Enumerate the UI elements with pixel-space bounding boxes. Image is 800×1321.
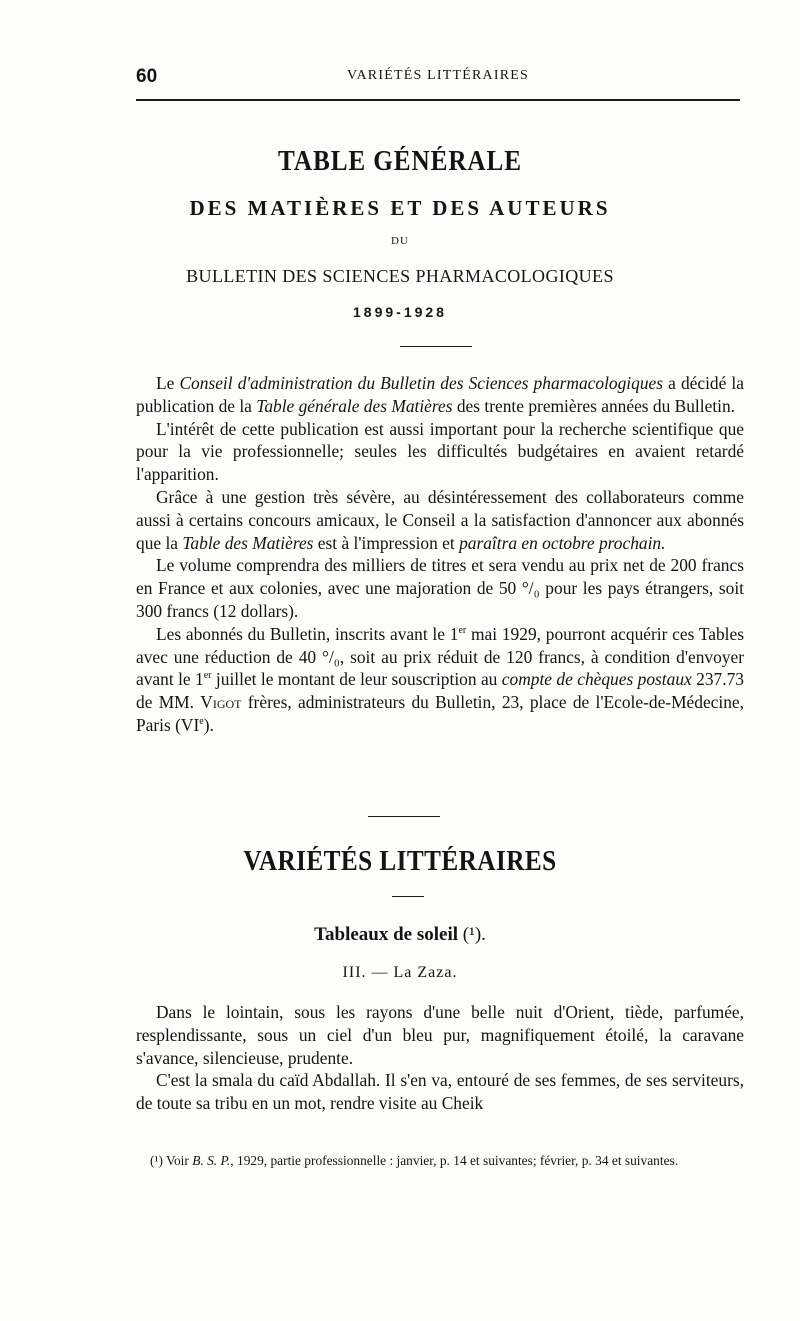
italic-run: Table générale des Matières (256, 395, 453, 416)
text-run: mai 1929, pourront acquérir ces Tables avec une réduction de 40 °/₀, soit au prix réduit de 120 francs, à condition d'envoyer avant le 1 (136, 623, 744, 690)
header-rule (136, 99, 740, 101)
footnote-marker: (¹) (150, 1153, 163, 1168)
text-run: Les abonnés du Bulletin, inscrits avant le 1 (156, 623, 459, 644)
article-paragraph-1: Dans le lointain, sous les rayons d'une belle nuit d'Orient, tiède, parfumée, resplendissante, sous un ciel d'un bleu pur, magnifiquement étoilé, la caravane s'avance, silencieuse, prudente. (136, 1002, 744, 1068)
text-run: juillet le montant de leur souscription au (211, 669, 502, 690)
announcement-subtitle: DES MATIÈRES ET DES AUTEURS (189, 196, 611, 220)
text-run: Grâce à une gestion très sévère, au désintéressement des collaborateurs comme aussi à certains concours amicaux, le Conseil a la satisfaction d'annoncer aux abonnés que la (136, 486, 744, 553)
running-head: VARIÉTÉS LITTÉRAIRES (346, 68, 529, 83)
years-range: 1899-1928 (353, 304, 447, 320)
announcement-title: TABLE GÉNÉRALE (278, 146, 522, 177)
footnote (136, 1152, 744, 1170)
italic-run: Table des Matières (182, 532, 314, 553)
announcement-paragraph-3 (136, 486, 744, 554)
article-title (0, 924, 800, 946)
announcement-du: DU (391, 235, 409, 247)
announcement-paragraph-2: L'intérêt de cette publication est aussi important pour la recherche scientifique que pour la vie professionnelle; seules les difficultés budgétaires en avaient retardé l'apparition. (136, 418, 744, 485)
italic-run: compte de chèques postaux (501, 669, 692, 690)
article-body (136, 1001, 744, 1115)
text-run: , 1929, partie professionnelle : janvier, p. 14 et suivantes; février, p. 34 et suivantes. (230, 1153, 679, 1168)
footnote-text (136, 1152, 744, 1170)
page-header (136, 66, 740, 92)
short-rule-top (400, 346, 472, 347)
article-title-text: Tableaux de soleil (314, 924, 459, 945)
text-run: ). (203, 714, 214, 735)
text-run: 237.73 de MM. (136, 669, 744, 713)
article-paragraph-2: C'est la smala du caïd Abdallah. Il s'en va, entouré de ses femmes, de ses serviteurs, de toute sa tribu en un mot, rendre visite au Cheik (136, 1070, 744, 1114)
text-run: a décidé la publication de la (136, 373, 744, 416)
section-title: VARIÉTÉS LITTÉRAIRES (243, 846, 557, 877)
chapter-heading: III. — La Zaza. (342, 964, 458, 981)
small-caps-name: Vigot (200, 692, 242, 713)
footnote-reference: (¹). (462, 924, 486, 945)
italic-run: Conseil d'administration du Bulletin des Sciences pharmacologiques (179, 373, 664, 393)
bulletin-name: BULLETIN DES SCIENCES PHARMACOLOGIQUES (186, 266, 614, 286)
announcement-paragraph-4: Le volume comprendra des milliers de titres et sera vendu au prix net de 200 francs en France et aux colonies, avec une majoration de 50 °/₀ pour les pays étrangers, soit 300 francs (12 dollars). (136, 555, 744, 621)
superscript: er (458, 624, 467, 636)
announcement-body (136, 372, 744, 737)
text-run: Le (156, 373, 180, 393)
italic-run: B. S. P. (192, 1153, 231, 1168)
page-number: 60 (136, 66, 158, 87)
superscript: er (203, 670, 212, 682)
short-rule-section (392, 896, 424, 897)
text-run: frères, administrateurs du Bulletin, 23, place de l'Ecole-de-Médecine, Paris (VI (136, 692, 744, 735)
italic-run: paraîtra en octobre prochain. (459, 532, 666, 553)
text-run: est à l'impression et (313, 532, 460, 553)
text-run: Voir (162, 1153, 193, 1168)
text-run: des trente premières années du Bulletin. (452, 395, 736, 416)
announcement-paragraph-1 (136, 372, 744, 418)
short-rule-middle (368, 816, 440, 817)
superscript: e (199, 716, 204, 728)
announcement-paragraph-5 (136, 623, 744, 737)
